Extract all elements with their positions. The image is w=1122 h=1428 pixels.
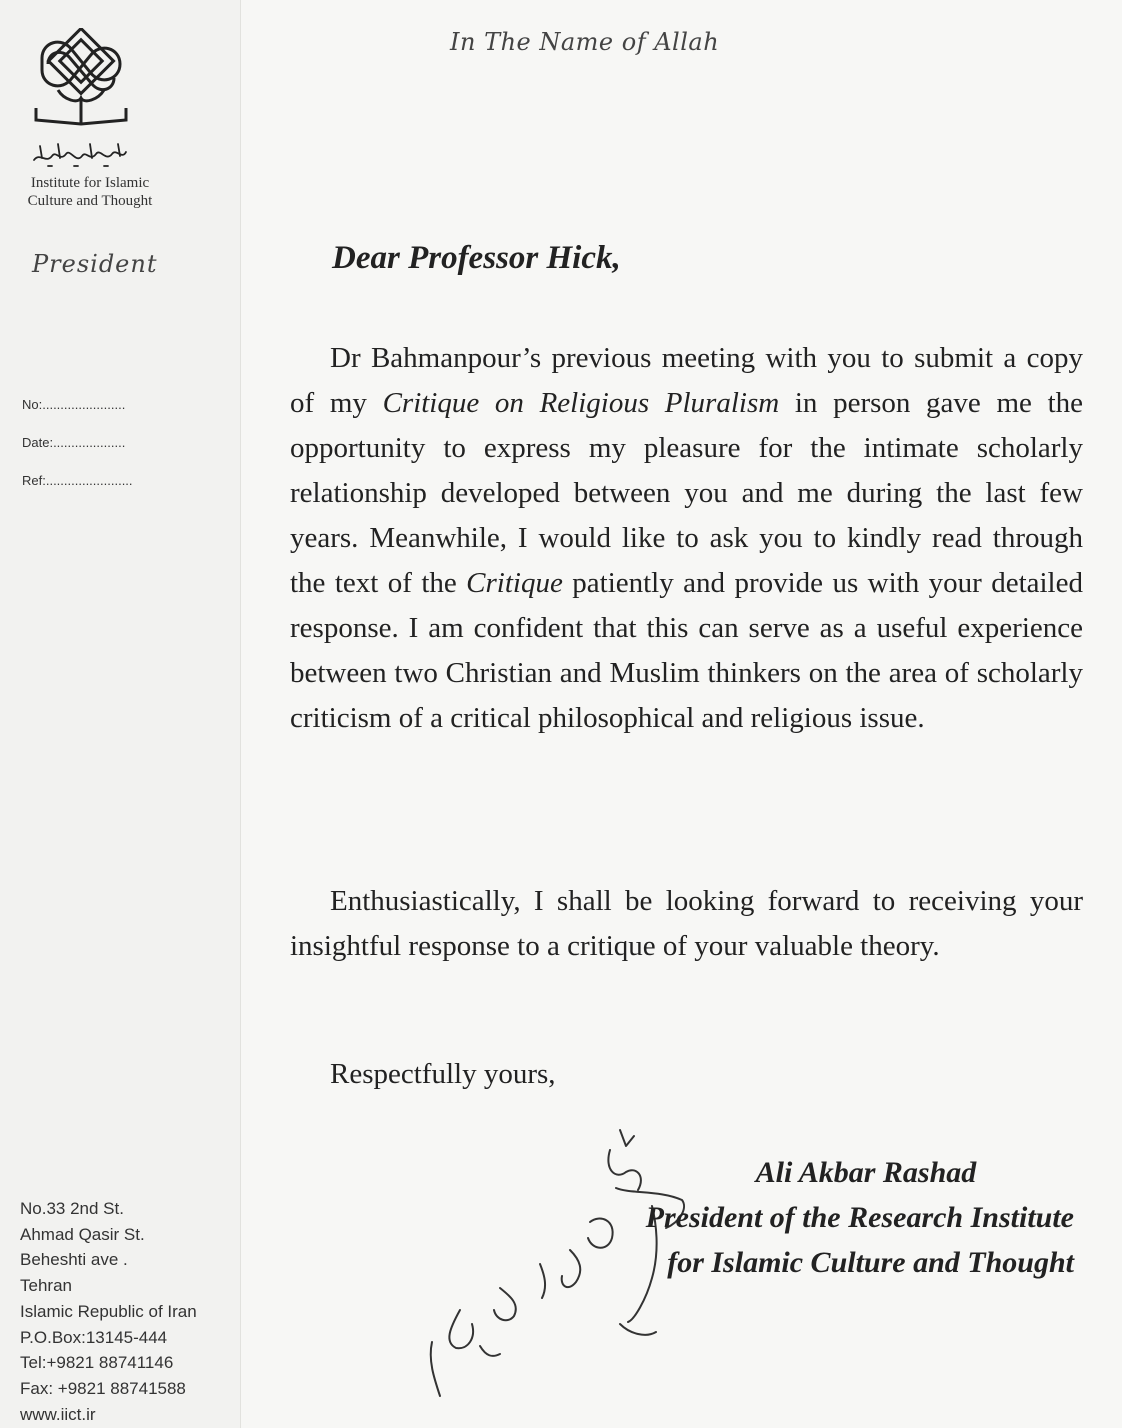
sidebar-divider (240, 0, 241, 1428)
body-paragraph-2: Enthusiastically, I shall be looking forward to receiving your insightful response to a critique of your valuable theory. (290, 885, 1083, 962)
institute-name-line1: Institute for Islamic (30, 175, 150, 191)
body-paragraph-1 (290, 336, 1083, 741)
institute-name (10, 174, 170, 210)
address-line: No.33 2nd St. (20, 1199, 124, 1218)
signer-title-line2: for Islamic Culture and Thought (667, 1246, 1074, 1279)
address-line: Tehran (20, 1276, 72, 1296)
persian-calligraphy-graphic (30, 138, 130, 170)
signer-title-line1: President of the Research Institute (645, 1201, 1074, 1234)
para1-text-b: in person gave me the opportunity to express my pleasure for the intimate scholarly relationship developed between you and me during the last few years. Meanwhile, I would like to ask you to kindly read through the text of the (290, 387, 1083, 599)
institute-logo-icon (28, 28, 134, 132)
institute-name-line2: Culture and Thought (27, 193, 153, 209)
letter-header: In The Name of Allah (450, 28, 720, 56)
address-line: P.O.Box:13145-444 (20, 1327, 168, 1347)
book-title: Critique on Religious Pluralism (382, 387, 780, 419)
signer-name: Ali Akbar Rashad (755, 1156, 977, 1189)
fax-number: Fax: +9821 88741588 (20, 1378, 186, 1398)
salutation: Dear Professor Hick, (332, 240, 621, 276)
persian-institute-name (30, 138, 130, 170)
website-link: www.iict.ir (20, 1404, 96, 1424)
closing-line: Respectfully yours, (330, 1058, 556, 1090)
number-field: No:....................... (22, 397, 126, 412)
institute-address (20, 1196, 197, 1427)
book-short-title: Critique (466, 567, 563, 599)
reference-field: Ref:........................ (22, 473, 133, 488)
letterhead-sidebar (0, 0, 240, 1428)
office-label: President (32, 250, 158, 278)
address-line: Ahmad Qasir St. (20, 1224, 145, 1244)
signature-block (646, 1150, 1074, 1285)
date-field: Date:.................... (22, 435, 126, 450)
phone-number: Tel:+9821 88741146 (20, 1353, 174, 1373)
address-line: Beheshti ave . (20, 1250, 128, 1270)
para1-text-a: Dr Bahmanpour’s previous meeting with you to submit a copy of my (290, 342, 1083, 419)
reference-fields (22, 396, 133, 510)
address-line: Islamic Republic of Iran (20, 1301, 197, 1321)
knot-logo-graphic (28, 28, 134, 132)
para1-text-c: patiently and provide us with your detailed response. I am confident that this can serve as a useful experience between two Christian and Muslim thinkers on the area of scholarly criticism of a critical philosophical and religious issue. (290, 567, 1083, 734)
